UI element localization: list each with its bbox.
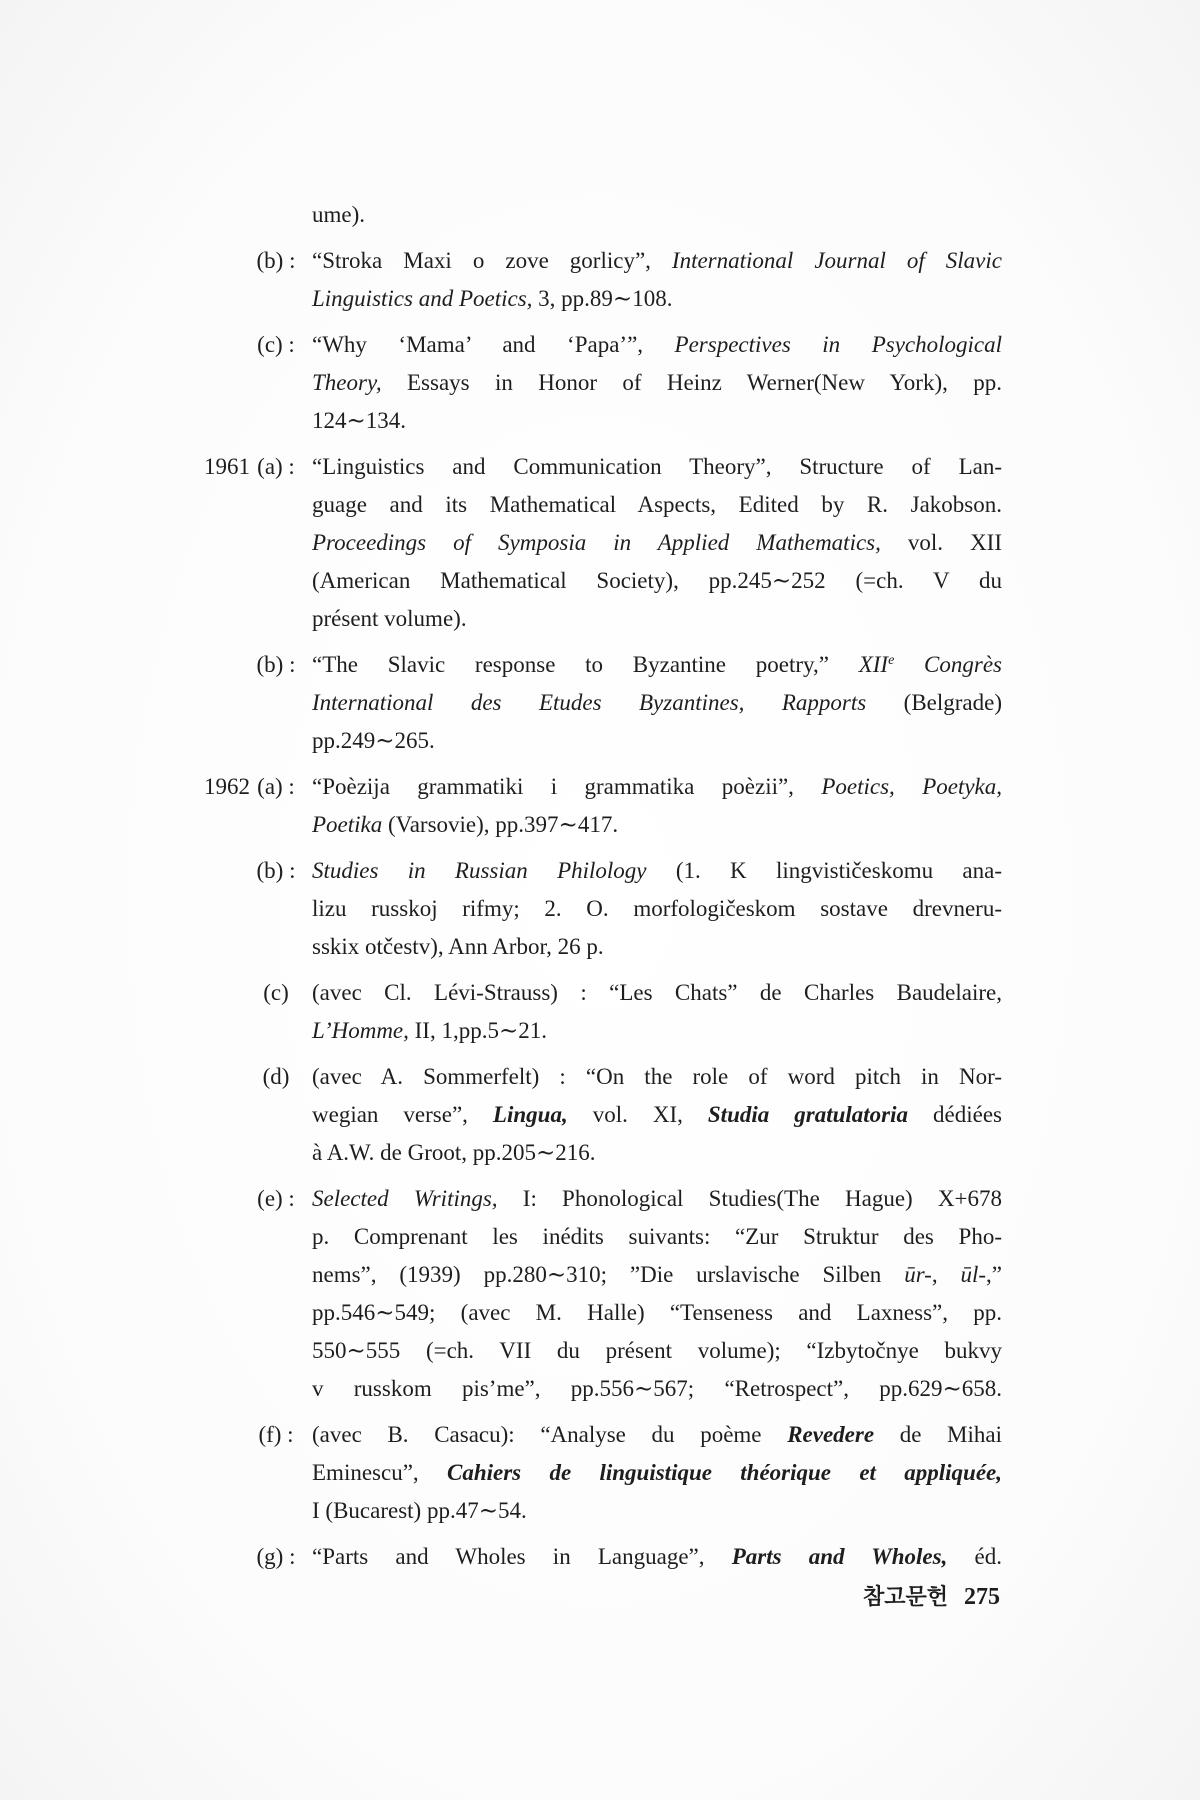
page-number: 275 [964, 1584, 1000, 1610]
entry-line: 550∼555 (=ch. VII du présent volume); “Izbytočnye bukvy [312, 1338, 1002, 1363]
entry-line: Eminescu”, Cahiers de linguistique théorique et appliquée, [312, 1460, 1002, 1485]
entry-text [312, 1058, 1002, 1172]
entry-line: “Stroka Maxi o zove gorlicy”, International Journal of Slavic [312, 248, 1002, 273]
entry-text [312, 448, 1002, 638]
entry-line: wegian verse”, Lingua, vol. XI, Studia gratulatoria dédiées [312, 1102, 1002, 1127]
entry-line: (avec A. Sommerfelt) : “On the role of word pitch in Nor- [312, 1064, 1002, 1089]
entry-line: “Why ‘Mama’ and ‘Papa’”, Perspectives in Psychological [312, 332, 1002, 357]
entry-line: lizu russkoj rifmy; 2. O. morfologičeskom sostave drevneru- [312, 896, 1002, 921]
entry-line: pp.249∼265. [312, 728, 435, 753]
entry-line: à A.W. de Groot, pp.205∼216. [312, 1140, 596, 1165]
entry-line: 124∼134. [312, 408, 407, 433]
entry-letter: (e) : [257, 1186, 295, 1211]
entry-letter: (g) : [256, 1544, 296, 1569]
entry-text [312, 1416, 1002, 1530]
entry-line: Selected Writings, I: Phonological Studies(The Hague) X+678 [312, 1186, 1003, 1211]
entry-letter: (a) : [257, 774, 295, 799]
entry-line: International des Etudes Byzantines, Rapports (Belgrade) [312, 690, 1002, 715]
section-label: 참고문헌 [862, 1585, 948, 1610]
entry-text [312, 768, 1002, 844]
entry-line: pp.546∼549; (avec M. Halle) “Tenseness and Laxness”, pp. [312, 1300, 1002, 1325]
entry-line: nems”, (1939) pp.280∼310; ”Die urslavische Silben ūr-, ūl-,” [312, 1262, 1003, 1287]
entry-line: Proceedings of Symposia in Applied Mathematics, vol. XII [312, 530, 1002, 555]
entry-line: v russkom pis’me”, pp.556∼567; “Retrospect”, pp.629∼658. [312, 1376, 1002, 1401]
entry-line: Poetika (Varsovie), pp.397∼417. [312, 812, 619, 837]
entry-line: ume). [312, 202, 366, 227]
entry-text [312, 646, 1002, 760]
entry-line: Theory, Essays in Honor of Heinz Werner(New York), pp. [312, 370, 1002, 395]
entry-letter: (b) : [256, 248, 296, 273]
entry-line: (American Mathematical Society), pp.245∼252 (=ch. V du [312, 568, 1002, 593]
entry-line: “Linguistics and Communication Theory”, Structure of Lan- [312, 454, 1002, 479]
entry-text [312, 1180, 1002, 1408]
entry-line: guage and its Mathematical Aspects, Edited by R. Jakobson. [312, 492, 1002, 517]
entry-year: 1962 [204, 774, 250, 799]
entry-letter: (a) : [257, 454, 295, 479]
entry-line: “Parts and Wholes in Language”, Parts and Wholes, éd. [312, 1544, 1002, 1569]
entry-line: p. Comprenant les inédits suivants: “Zur Struktur des Pho- [312, 1224, 1002, 1249]
entry-letter: (c) [263, 980, 289, 1005]
entry-line: I (Bucarest) pp.47∼54. [312, 1498, 527, 1523]
entry-text [312, 1538, 1002, 1576]
entry-line: Studies in Russian Philology (1. K lingvističeskomu ana- [312, 858, 1002, 883]
entry-letter: (b) : [256, 858, 296, 883]
entry-letter: (c) : [257, 332, 295, 357]
entry-line: “The Slavic response to Byzantine poetry,” XIIe Congrès [312, 652, 1002, 677]
entry-year: 1961 [204, 454, 250, 479]
entry-text [312, 852, 1002, 966]
entry-line: sskix otčestv), Ann Arbor, 26 p. [312, 934, 604, 959]
page-footer [780, 1580, 1000, 1611]
entry-line: Linguistics and Poetics, 3, pp.89∼108. [312, 286, 673, 311]
entry-line: L’Homme, II, 1,pp.5∼21. [312, 1018, 547, 1043]
entry-letter: (f) : [258, 1422, 294, 1447]
entry-text [312, 242, 1002, 318]
entry-letter: (b) : [256, 652, 296, 677]
entry-text [312, 326, 1002, 440]
entry-line: (avec B. Casacu): “Analyse du poème Revedere de Mihai [312, 1422, 1002, 1447]
entry-line: présent volume). [312, 606, 467, 631]
entry-line: “Poèzija grammatiki i grammatika poèzii”, Poetics, Poetyka, [312, 774, 1003, 799]
entry-letter: (d) [262, 1064, 290, 1089]
entry-line: (avec Cl. Lévi-Strauss) : “Les Chats” de Charles Baudelaire, [312, 980, 1002, 1005]
entry-text [312, 196, 1002, 234]
entry-text [312, 974, 1002, 1050]
